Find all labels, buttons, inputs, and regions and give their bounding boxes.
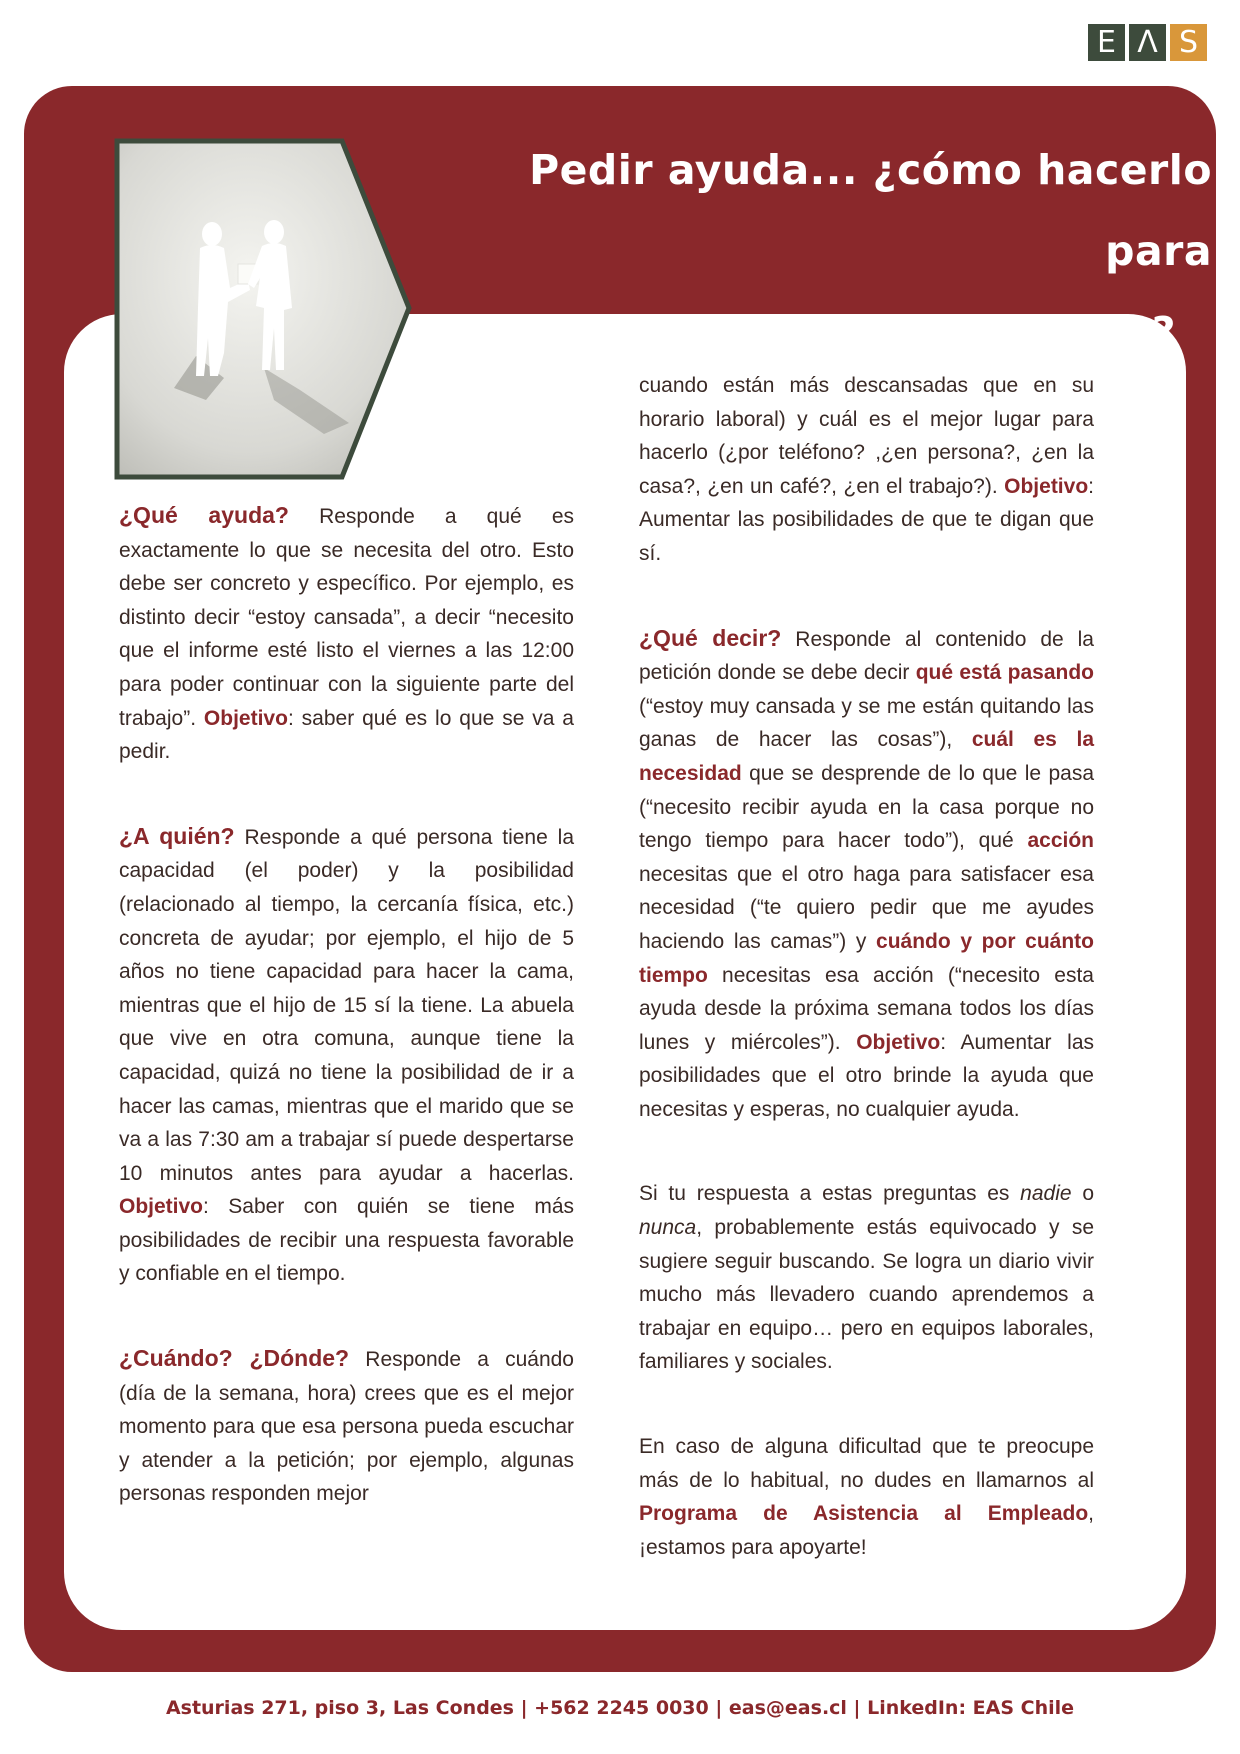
section-text: Responde a qué persona tiene la capacidad (el poder) y la posibilidad (relacionado al tiempo, la cercanía física, etc.) concreta de ayudar; por ejemplo, el hijo de 5 años no tiene capacidad para hacer la cama, mientras que el hijo de 15 sí la tiene. La abuela que vive en otra comuna, aunque tiene la capacidad, quizá no tiene la posibilidad de ir a hacer las camas, mientras que el marido que se va a las 7:30 am a trabajar sí puede despertarse 10 minutos antes para ayudar a hacerlas. [119, 825, 574, 1185]
footer-contact: Asturias 271, piso 3, Las Condes | +562 2245 0030 | eas@eas.cl | LinkedIn: EAS Chile [165, 1697, 1075, 1719]
section-heading: ¿Cuándo? ¿Dónde? [119, 1345, 350, 1372]
key-phrase: cuál es la necesidad [639, 728, 1094, 785]
section-a-quien [119, 820, 574, 1291]
section-cuando-donde [119, 1342, 574, 1511]
section-contacto [639, 1430, 1094, 1564]
title-line-2: lograr los resultados deseados? [423, 308, 1176, 356]
section-nadie-nunca [639, 1177, 1094, 1379]
objective-text: : Saber con quién se tiene más posibilidades de recibir una respuesta favorable y confiable en el tiempo. [119, 1195, 574, 1286]
section-que-ayuda [119, 499, 574, 769]
section-heading: ¿Qué decir? [639, 624, 782, 651]
objective-text: : Aumentar las posibilidades de que te digan que sí. [639, 474, 1094, 565]
objective-label: Objetivo [856, 1030, 941, 1054]
title-line-1: Pedir ayuda... ¿cómo hacerlo para [529, 146, 1212, 275]
right-column [639, 369, 1094, 1564]
objective-text: : Aumentar las posibilidades que el otro brinde la ayuda que necesitas y esperas, no cualquier ayuda. [639, 1030, 1094, 1121]
key-phrase: cuándo y por cuánto tiempo [639, 929, 1094, 987]
left-column [119, 499, 574, 1511]
section-text: En caso de alguna dificultad que te preocupe más de lo habitual, no dudes en llamarnos al [639, 1435, 1094, 1492]
key-phrase: qué está pasando [915, 661, 1094, 685]
key-phrase: acción [1027, 829, 1094, 853]
section-text: Responde al contenido de la petición donde se debe decir [639, 627, 1094, 685]
objective-label: Objetivo [203, 706, 288, 730]
program-name: Programa de Asistencia al Empleado [639, 1502, 1089, 1526]
section-cuando-donde-cont [639, 369, 1094, 571]
page-title [420, 130, 1212, 373]
logo-tile-a: Λ [1129, 24, 1166, 61]
section-text: Si tu respuesta a estas preguntas es [639, 1182, 1021, 1206]
objective-label: Objetivo [1004, 474, 1089, 498]
emphasis: nadie [1020, 1182, 1072, 1206]
section-text: necesitas que el otro haga para satisfacer esa necesidad (“te quiero pedir que me ayudes haciendo las camas”) y [639, 862, 1094, 953]
section-heading: ¿Qué ayuda? [119, 502, 289, 528]
section-text: cuando están más descansadas que en su horario laboral) y cuál es el mejor lugar para hacerlo (¿por teléfono? ,¿en persona?, ¿en la casa?, ¿en un café?, ¿en el trabajo?). [639, 374, 1094, 498]
section-que-decir [639, 622, 1094, 1127]
section-text: o [1071, 1182, 1094, 1206]
section-heading: ¿A quién? [119, 822, 235, 849]
objective-text: : saber qué es lo que se va a pedir. [119, 706, 574, 764]
section-text: (“estoy muy cansada y se me están quitando las ganas de hacer las cosas”), [639, 694, 1094, 752]
section-text: necesitas esa acción (“necesito esta ayuda desde la próxima semana todos los días lunes y miércoles”). [639, 963, 1094, 1054]
paper-figures-photo [114, 138, 412, 480]
objective-label: Objetivo [119, 1195, 204, 1219]
logo-tile-s: S [1170, 24, 1207, 61]
section-text: , ¡estamos para apoyarte! [639, 1502, 1094, 1559]
section-text: que se desprende de lo que le pasa (“necesito recibir ayuda en la casa porque no tengo tiempo para hacer todo”), qué [639, 761, 1094, 853]
emphasis: nunca [639, 1216, 697, 1240]
logo-tile-e: E [1088, 24, 1125, 61]
eas-logo [1088, 24, 1207, 61]
section-text: , probablemente estás equivocado y se sugiere seguir buscando. Se logra un diario vivir mucho más llevadero cuando aprendemos a trabajar en equipo… pero en equipos laborales, familiares y sociales. [639, 1216, 1094, 1374]
section-text: Responde a cuándo (día de la semana, hora) crees que es el mejor momento para que esa persona pueda escuchar y atender a la petición; por ejemplo, algunas personas responden mejor [119, 1348, 574, 1506]
section-text: Responde a qué es exactamente lo que se necesita del otro. Esto debe ser concreto y específico. Por ejemplo, es distinto decir “estoy cansada”, a decir “necesito que el informe esté listo el viernes a las 12:00 para poder continuar con la siguiente parte del trabajo”. [119, 505, 574, 730]
